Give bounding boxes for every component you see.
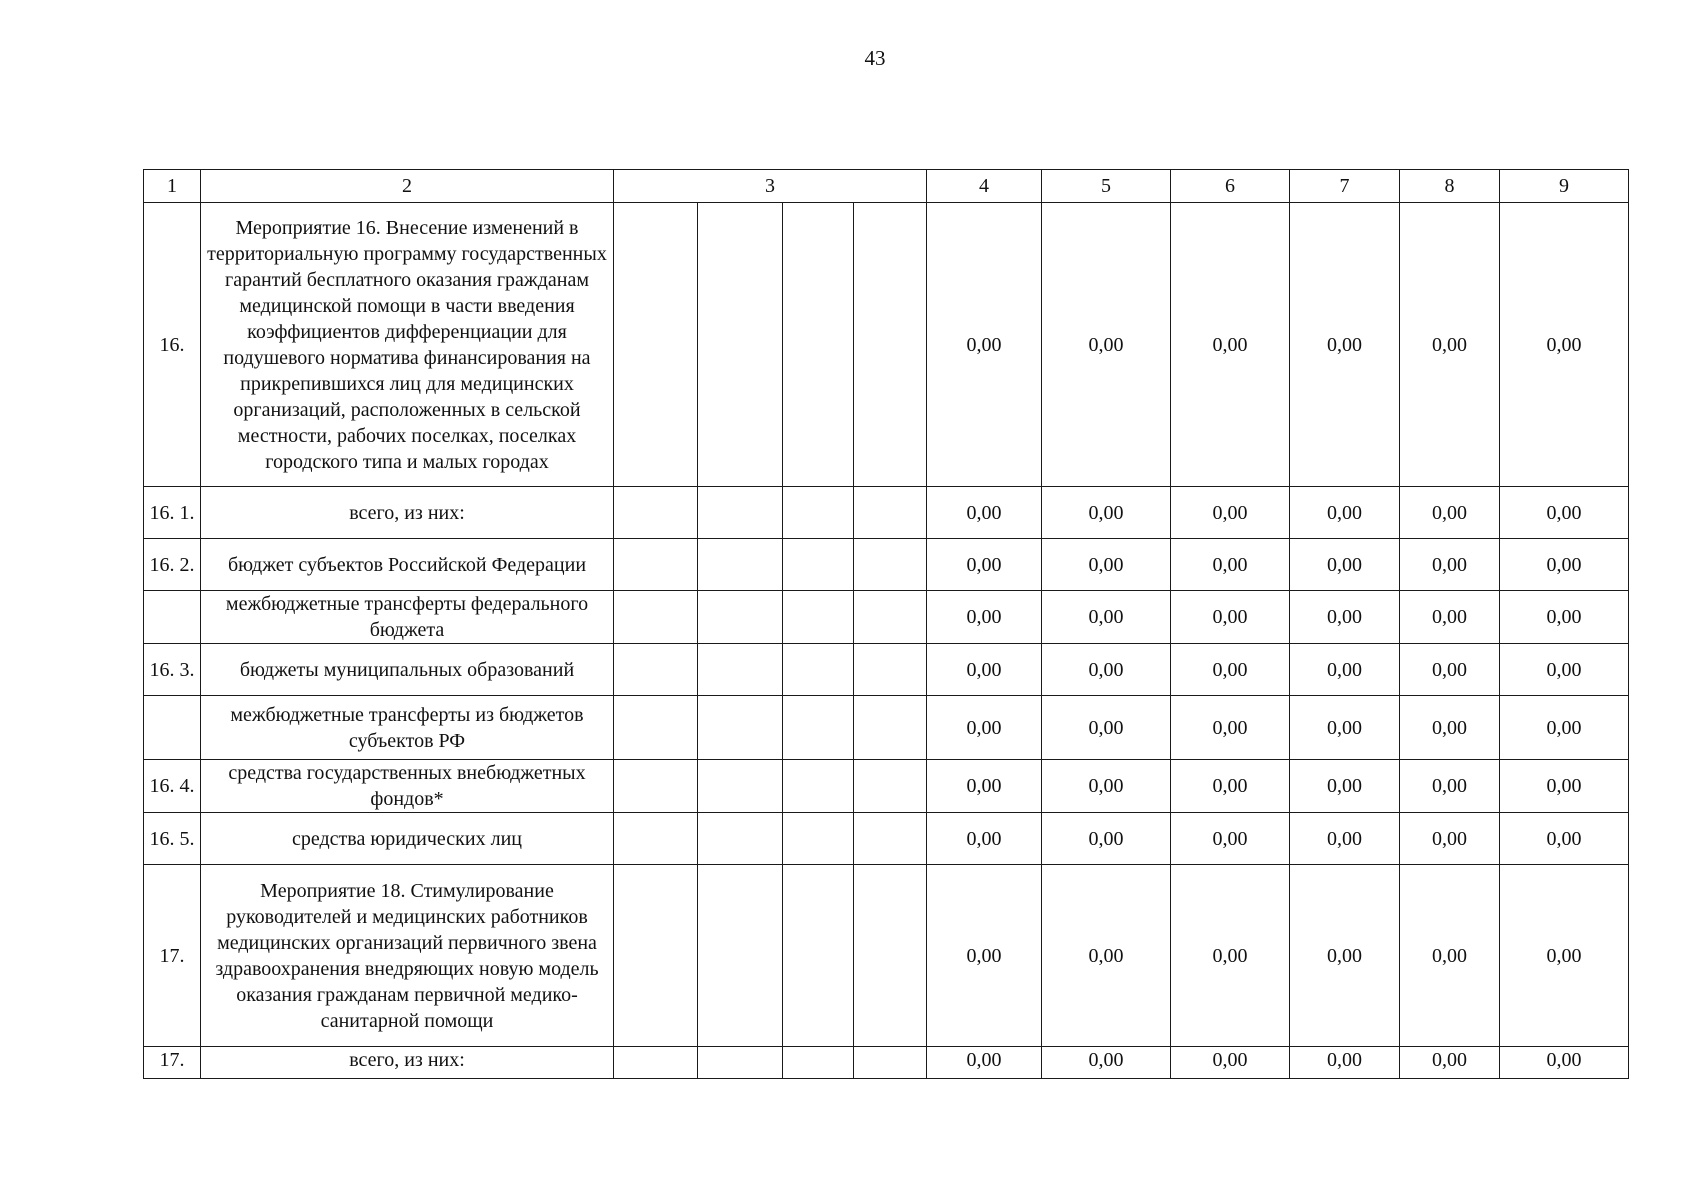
value-cell: 0,00 <box>927 539 1042 591</box>
subcolumn-cell <box>854 644 927 696</box>
value-cell: 0,00 <box>1400 591 1500 644</box>
table-row <box>144 696 1629 760</box>
header-cell: 9 <box>1500 170 1629 203</box>
value-cell: 0,00 <box>1042 487 1171 539</box>
value-cell: 0,00 <box>1042 760 1171 813</box>
subcolumn-cell <box>698 591 783 644</box>
value-cell: 0,00 <box>1400 203 1500 487</box>
row-number: 16. <box>144 203 201 487</box>
row-number: 17. <box>144 865 201 1047</box>
value-cell: 0,00 <box>1290 644 1400 696</box>
value-cell: 0,00 <box>1042 696 1171 760</box>
subcolumn-cell <box>614 487 698 539</box>
value-cell: 0,00 <box>1500 1047 1629 1079</box>
subcolumn-cell <box>614 696 698 760</box>
table-row <box>144 1047 1629 1079</box>
subcolumn-cell <box>614 813 698 865</box>
subcolumn-cell <box>698 203 783 487</box>
subcolumn-cell <box>783 539 854 591</box>
header-cell: 1 <box>144 170 201 203</box>
value-cell: 0,00 <box>927 696 1042 760</box>
value-cell: 0,00 <box>1500 203 1629 487</box>
subcolumn-cell <box>783 760 854 813</box>
row-number: 16. 3. <box>144 644 201 696</box>
value-cell: 0,00 <box>927 760 1042 813</box>
value-cell: 0,00 <box>1290 1047 1400 1079</box>
row-number <box>144 591 201 644</box>
subcolumn-cell <box>854 865 927 1047</box>
subcolumn-cell <box>614 760 698 813</box>
value-cell: 0,00 <box>1171 813 1290 865</box>
subcolumn-cell <box>698 813 783 865</box>
value-cell: 0,00 <box>927 1047 1042 1079</box>
header-cell: 6 <box>1171 170 1290 203</box>
subcolumn-cell <box>854 696 927 760</box>
subcolumn-cell <box>783 865 854 1047</box>
value-cell: 0,00 <box>1290 865 1400 1047</box>
value-cell: 0,00 <box>1042 591 1171 644</box>
value-cell: 0,00 <box>1042 644 1171 696</box>
subcolumn-cell <box>698 760 783 813</box>
value-cell: 0,00 <box>1500 813 1629 865</box>
subcolumn-cell <box>698 487 783 539</box>
subcolumn-cell <box>614 591 698 644</box>
value-cell: 0,00 <box>1042 539 1171 591</box>
value-cell: 0,00 <box>1042 1047 1171 1079</box>
table-row <box>144 813 1629 865</box>
value-cell: 0,00 <box>1500 760 1629 813</box>
value-cell: 0,00 <box>1171 539 1290 591</box>
subcolumn-cell <box>783 696 854 760</box>
row-number: 16. 4. <box>144 760 201 813</box>
row-name: всего, из них: <box>201 1047 614 1079</box>
table-row <box>144 591 1629 644</box>
subcolumn-cell <box>854 203 927 487</box>
table-body <box>144 203 1629 1079</box>
value-cell: 0,00 <box>1290 591 1400 644</box>
value-cell: 0,00 <box>1400 1047 1500 1079</box>
value-cell: 0,00 <box>1042 203 1171 487</box>
subcolumn-cell <box>783 591 854 644</box>
value-cell: 0,00 <box>1171 760 1290 813</box>
value-cell: 0,00 <box>1500 591 1629 644</box>
subcolumn-cell <box>698 644 783 696</box>
value-cell: 0,00 <box>1500 696 1629 760</box>
value-cell: 0,00 <box>1290 203 1400 487</box>
budget-table <box>143 169 1629 1079</box>
row-name: Мероприятие 16. Внесение изменений в территориальную программу государственных гарантий бесплатного оказания гражданам медицинской помощи в части введения коэффициентов дифференциации для подушевого норматива финансирования на прикрепившихся лиц для медицинских организаций, расположенных в сельской местности, рабочих поселках, поселках городского типа и малых городах <box>201 203 614 487</box>
value-cell: 0,00 <box>927 203 1042 487</box>
subcolumn-cell <box>698 696 783 760</box>
row-number: 16. 2. <box>144 539 201 591</box>
value-cell: 0,00 <box>1290 696 1400 760</box>
subcolumn-cell <box>698 865 783 1047</box>
value-cell: 0,00 <box>1500 644 1629 696</box>
value-cell: 0,00 <box>1171 487 1290 539</box>
value-cell: 0,00 <box>927 591 1042 644</box>
value-cell: 0,00 <box>1400 813 1500 865</box>
table-row <box>144 539 1629 591</box>
value-cell: 0,00 <box>1290 760 1400 813</box>
subcolumn-cell <box>783 487 854 539</box>
value-cell: 0,00 <box>1042 813 1171 865</box>
value-cell: 0,00 <box>1290 539 1400 591</box>
value-cell: 0,00 <box>1400 644 1500 696</box>
header-row <box>144 170 1629 203</box>
value-cell: 0,00 <box>1400 539 1500 591</box>
value-cell: 0,00 <box>1171 865 1290 1047</box>
value-cell: 0,00 <box>927 813 1042 865</box>
value-cell: 0,00 <box>1500 487 1629 539</box>
row-name: средства юридических лиц <box>201 813 614 865</box>
subcolumn-cell <box>854 1047 927 1079</box>
header-cell: 7 <box>1290 170 1400 203</box>
value-cell: 0,00 <box>1400 487 1500 539</box>
table-row <box>144 203 1629 487</box>
subcolumn-cell <box>614 865 698 1047</box>
value-cell: 0,00 <box>1500 865 1629 1047</box>
value-cell: 0,00 <box>1400 865 1500 1047</box>
row-number: 16. 1. <box>144 487 201 539</box>
subcolumn-cell <box>614 539 698 591</box>
subcolumn-cell <box>783 203 854 487</box>
header-cell: 4 <box>927 170 1042 203</box>
row-name: межбюджетные трансферты федерального бюджета <box>201 591 614 644</box>
subcolumn-cell <box>698 1047 783 1079</box>
subcolumn-cell <box>614 644 698 696</box>
value-cell: 0,00 <box>1171 644 1290 696</box>
value-cell: 0,00 <box>927 644 1042 696</box>
row-name: бюджет субъектов Российской Федерации <box>201 539 614 591</box>
row-name: Мероприятие 18. Стимулирование руководителей и медицинских работников медицинских организаций первичного звена здравоохранения внедряющих новую модель оказания гражданам первичной медико-санитарной помощи <box>201 865 614 1047</box>
value-cell: 0,00 <box>1171 1047 1290 1079</box>
table-row <box>144 644 1629 696</box>
header-cell: 3 <box>614 170 927 203</box>
row-name: бюджеты муниципальных образований <box>201 644 614 696</box>
header-cell: 2 <box>201 170 614 203</box>
subcolumn-cell <box>854 487 927 539</box>
page-number: 43 <box>864 46 886 70</box>
subcolumn-cell <box>854 813 927 865</box>
value-cell: 0,00 <box>1171 696 1290 760</box>
value-cell: 0,00 <box>1290 813 1400 865</box>
value-cell: 0,00 <box>1290 487 1400 539</box>
header-cell: 8 <box>1400 170 1500 203</box>
subcolumn-cell <box>614 203 698 487</box>
value-cell: 0,00 <box>927 865 1042 1047</box>
subcolumn-cell <box>614 1047 698 1079</box>
subcolumn-cell <box>698 539 783 591</box>
row-name: межбюджетные трансферты из бюджетов субъектов РФ <box>201 696 614 760</box>
value-cell: 0,00 <box>1500 539 1629 591</box>
subcolumn-cell <box>854 760 927 813</box>
subcolumn-cell <box>854 539 927 591</box>
table-row <box>144 865 1629 1047</box>
header-cell: 5 <box>1042 170 1171 203</box>
subcolumn-cell <box>783 1047 854 1079</box>
value-cell: 0,00 <box>1171 203 1290 487</box>
row-number <box>144 696 201 760</box>
value-cell: 0,00 <box>1400 760 1500 813</box>
row-name: всего, из них: <box>201 487 614 539</box>
subcolumn-cell <box>783 644 854 696</box>
subcolumn-cell <box>854 591 927 644</box>
row-number: 17. <box>144 1047 201 1079</box>
row-number: 16. 5. <box>144 813 201 865</box>
value-cell: 0,00 <box>1171 591 1290 644</box>
value-cell: 0,00 <box>1042 865 1171 1047</box>
row-name: средства государственных внебюджетных фондов* <box>201 760 614 813</box>
value-cell: 0,00 <box>1400 696 1500 760</box>
subcolumn-cell <box>783 813 854 865</box>
table-row <box>144 760 1629 813</box>
value-cell: 0,00 <box>927 487 1042 539</box>
table-row <box>144 487 1629 539</box>
